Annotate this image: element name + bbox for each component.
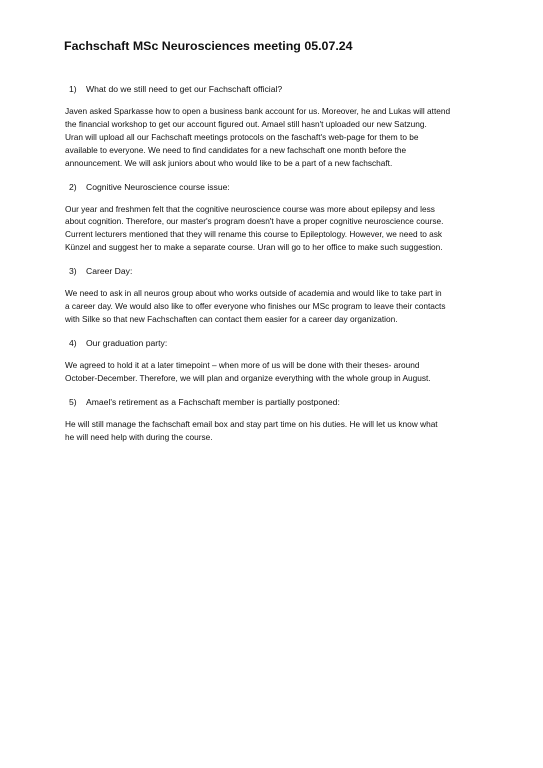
section-heading-5 [69,396,482,408]
section-heading-2 [69,181,482,193]
section-body-1 [65,105,475,170]
section-body-3 [65,287,475,326]
section-number: 5) [69,396,77,407]
section-body-5 [65,418,475,444]
body-line: available to everyone. We need to find candidates for a new fachschaft one month before the [65,144,407,155]
section-heading-4 [69,337,482,349]
body-line: the financial workshop to get our account figured out. Amael still hasn't uploaded our new Satzung. [65,118,427,129]
section-number: 1) [69,84,77,94]
body-line: October-December. Therefore, we will plan and organize everything with the whole group in August. [65,372,431,383]
body-line: about cognition. Therefore, our master's program doesn't have a proper cognitive neuroscience course. [65,216,444,227]
section-number: 4) [69,337,77,348]
document-content [65,83,482,455]
section-number: 2) [69,181,77,192]
body-line: he will need help with during the course. [65,431,213,442]
body-line: a career day. We would also like to offer everyone who finishes our MSc program to leave their contacts [65,301,446,312]
body-line: Uran will upload all our Fachschaft meetings protocols on the faschaft's web-page for them to be [65,131,419,142]
body-line: Our year and freshmen felt that the cognitive neuroscience course was more about epilepsy and less [65,203,435,214]
body-line: announcement. We will ask juniors about who would like to be a part of a new fachschaft. [65,157,393,168]
body-line: Current lecturers mentioned that they will rename this course to Epileptology. However, we need to ask [65,229,443,240]
body-line: Javen asked Sparkasse how to open a business bank account for us. Moreover, he and Lukas will attend [65,106,451,116]
section-body-4 [65,359,475,385]
body-line: We need to ask in all neuros group about who works outside of academia and would like to take part in [65,288,442,299]
section-body-2 [65,203,475,255]
section-heading-3 [69,265,482,277]
section-heading-text: Cognitive Neuroscience course issue: [86,181,230,192]
body-line: Künzel and suggest her to make a separate course. Uran will go to her office to make such suggestion. [65,242,443,253]
section-number: 3) [69,266,77,277]
section-heading-text: What do we still need to get our Fachschaft official? [86,84,283,94]
body-line: He will still manage the fachschaft email box and stay part time on his duties. He will let us know what [65,418,438,429]
page-title: Fachschaft MSc Neurosciences meeting 05.07.24 [64,39,353,53]
section-heading-text: Career Day: [86,266,133,277]
section-heading-1 [69,83,482,95]
body-line: with Silke so that new Fachschaften can contact them easier for a career day organization. [65,313,398,324]
body-line: We agreed to hold it at a later timepoint – when more of us will be done with their theses- around [65,359,420,370]
section-heading-text: Our graduation party: [86,337,168,348]
section-heading-text: Amael's retirement as a Fachschaft member is partially postponed: [86,396,340,407]
